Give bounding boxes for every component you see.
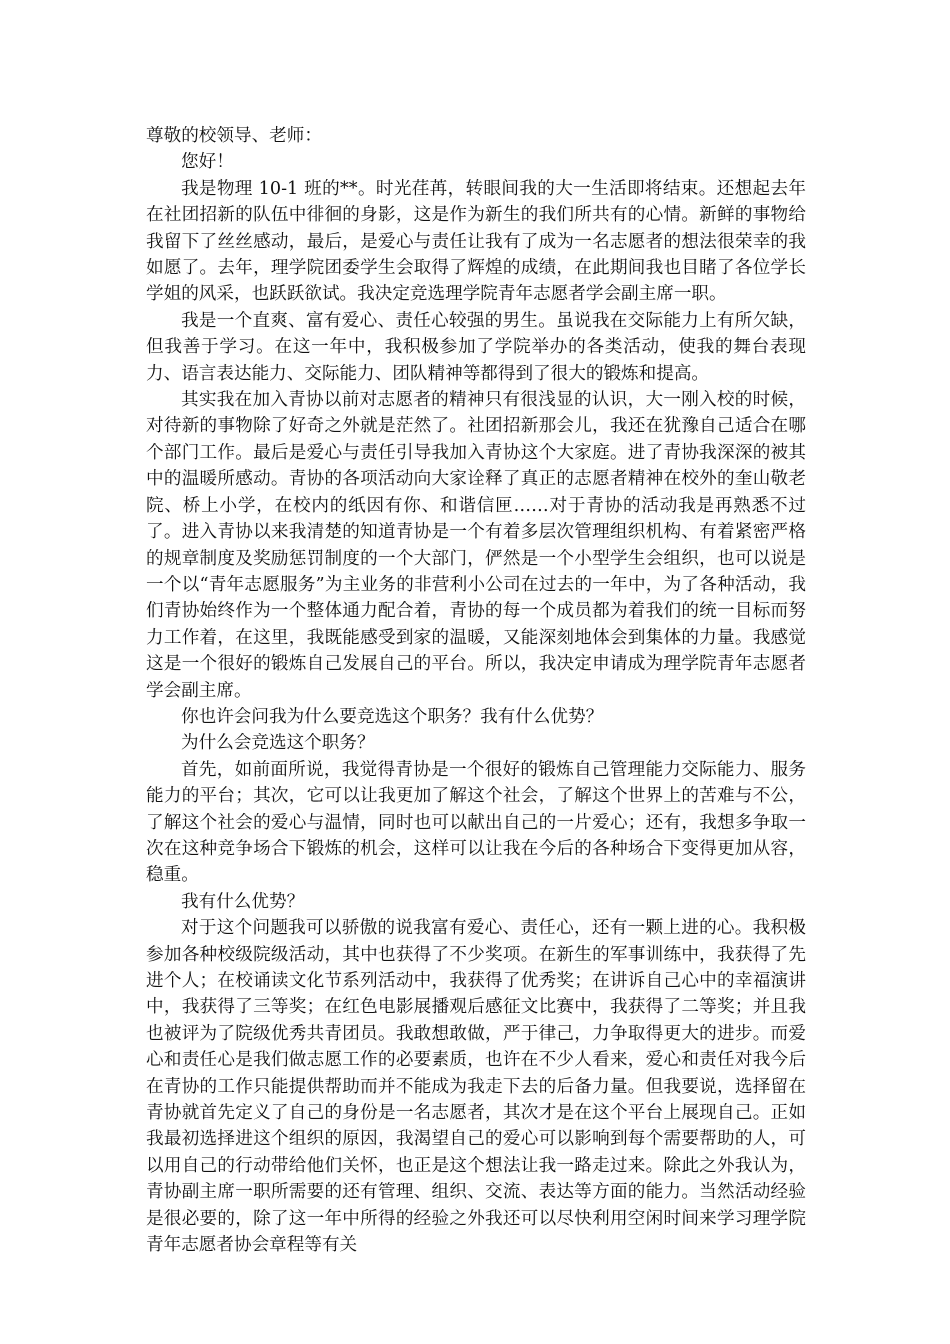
paragraph-reasons: 首先，如前面所说，我觉得青协是一个很好的锻炼自己管理能力交际能力、服务能力的平台；其次，它可以让我更加了解这个社会，了解这个世界上的苦难与不公，了解这个社会的爱心与温情，同时也可以献出自己的一片爱心；还有，我想多争取一次在这种竞争场合下锻炼的机会，这样可以让我在今后的各种场合下变得更加从容，稳重。 — [146, 759, 806, 886]
paragraph-introduction: 我是物理 10-1 班的**。时光荏苒，转眼间我的大一生活即将结束。还想起去年在社团招新的队伍中徘徊的身影，这是作为新生的我们所共有的心情。新鲜的事物给我留下了丝丝感动，最后，是爱心与责任让我有了成为一名志愿者的想法很荣幸的我如愿了。去年，理学院团委学生会取得了辉煌的成绩，在此期间我也目睹了各位学长学姐的风采，也跃跃欲试。我决定竞选理学院青年志愿者学会副主席一职。 — [146, 178, 806, 305]
salutation: 尊敬的校领导、老师： — [146, 126, 322, 146]
greeting: 您好！ — [181, 152, 234, 173]
heading-why-run: 为什么会竞选这个职务？ — [181, 733, 375, 754]
paragraph-joining-association: 其实我在加入青协以前对志愿者的精神只有很浅显的认识，大一刚入校的时候，对待新的事物除了好奇之外就是茫然了。社团招新那会儿，我还在犹豫自己适合在哪个部门工作。最后是爱心与责任引导我加入青协这个大家庭。进了青协我深深的被其中的温暖所感动。青协的各项活动向大家诠释了真正的志愿者精神在校外的奎山敬老院、桥上小学，在校内的纸因有你、和谐信匣……对于青协的活动我是再熟悉不过了。进入青协以来我清楚的知道青协是一个有着多层次管理组织机构、有着紧密严格的规章制度及奖励惩罚制度的一个大部门，俨然是一个小型学生会组织，也可以说是一个以“青年志愿服务”为主业务的非营利小公司在过去的一年中，为了各种活动，我们青协始终作为一个整体通力配合着，青协的每一个成员都为着我们的统一目标而努力工作着，在这里，我既能感受到家的温暖，又能深刻地体会到集体的力量。我感觉这是一个很好的锻炼自己发展自己的平台。所以，我决定申请成为理学院青年志愿者学会副主席。 — [146, 390, 806, 701]
paragraph-self-description: 我是一个直爽、富有爱心、责任心较强的男生。虽说我在交际能力上有所欠缺，但我善于学习。在这一年中，我积极参加了学院举办的各类活动，使我的舞台表现力、语言表达能力、交际能力、团队精神等都得到了很大的锻炼和提高。 — [146, 310, 806, 384]
paragraph-question: 你也许会问我为什么要竞选这个职务？我有什么优势？ — [181, 706, 604, 727]
paragraph-advantages: 对于这个问题我可以骄傲的说我富有爱心、责任心，还有一颗上进的心。我积极参加各种校级院级活动，其中也获得了不少奖项。在新生的军事训练中，我获得了先进个人；在校诵读文化节系列活动中，我获得了优秀奖；在讲诉自己心中的幸福演讲中，我获得了三等奖；在红色电影展播观后感征文比赛中，我获得了二等奖；并且我也被评为了院级优秀共青团员。我敢想敢做，严于律己，力争取得更大的进步。而爱心和责任心是我们做志愿工作的必要素质，也许在不少人看来，爱心和责任对我今后在青协的工作只能提供帮助而并不能成为我走下去的后备力量。但我要说，选择留在青协就首先定义了自己的身份是一名志愿者，其次才是在这个平台上展现自己。正如我最初选择进这个组织的原因，我渴望自己的爱心可以影响到每个需要帮助的人，可以用自己的行动带给他们关怀，也正是这个想法让我一路走过来。除此之外我认为，青协副主席一职所需要的还有管理、组织、交流、表达等方面的能力。当然活动经验是很必要的，除了这一年中所得的经验之外我还可以尽快利用空闲时间来学习理学院青年志愿者协会章程等有关 — [146, 918, 806, 1256]
letter-body — [146, 123, 806, 1258]
heading-advantages: 我有什么优势？ — [181, 891, 305, 912]
